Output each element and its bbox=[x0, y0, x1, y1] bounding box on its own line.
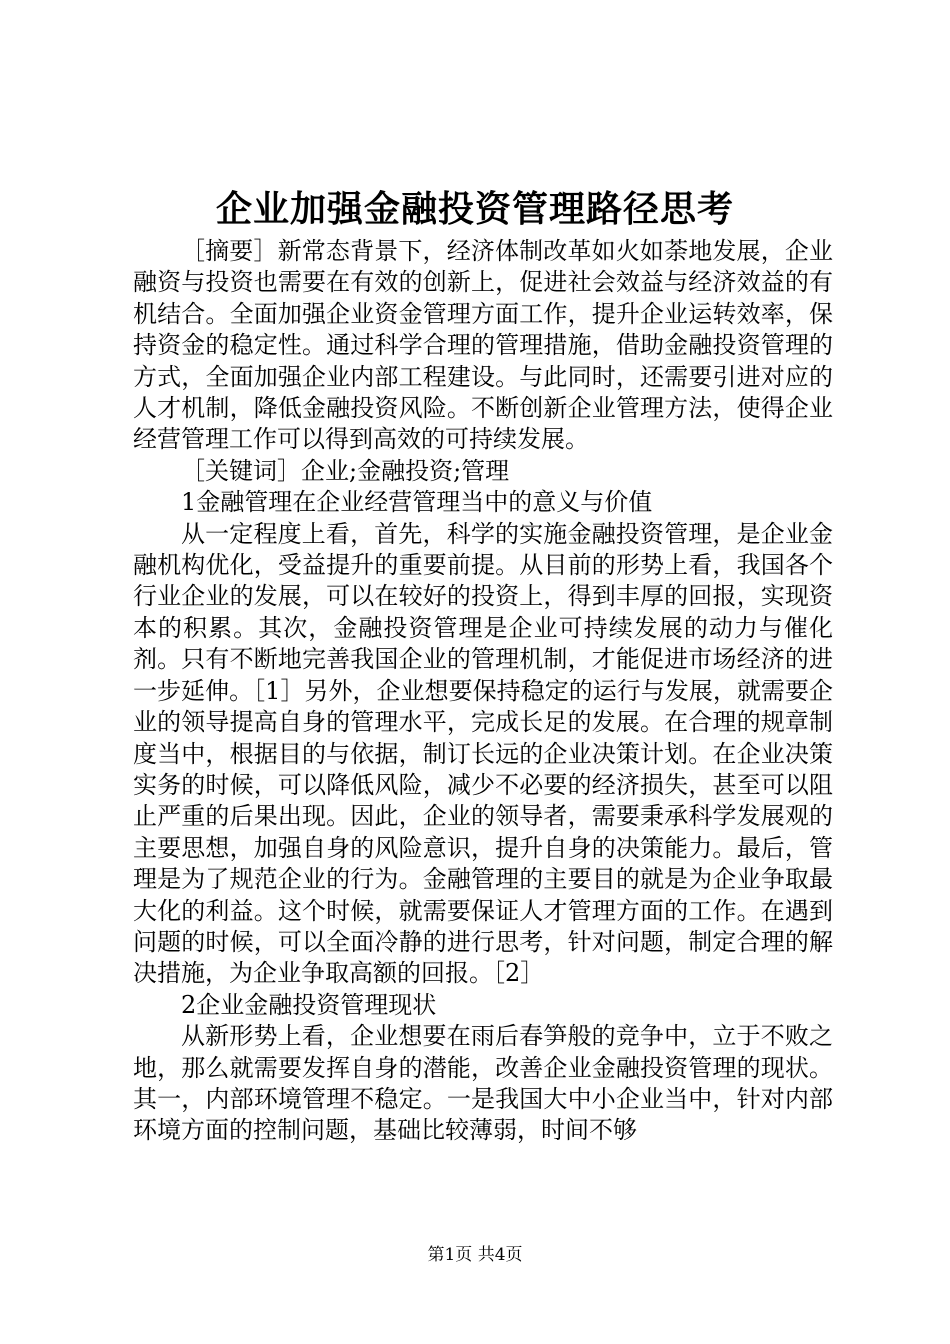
section-heading-2: 2企业金融投资管理现状 bbox=[181, 990, 437, 1019]
keywords-paragraph: ［关键词］企业;金融投资;管理 bbox=[181, 456, 510, 485]
section-heading-1: 1金融管理在企业经营管理当中的意义与价值 bbox=[181, 488, 653, 517]
page-footer: 第1页 共4页 bbox=[427, 1245, 523, 1265]
section-2-paragraph: 从新形势上看，企业想要在雨后春笋般的竞争中，立于不败之地，那么就需要发挥自身的潜能，改善企业金融投资管理的现状。其一，内部环境管理不稳定。一是我国大中小企业当中，针对内部环境方面的控制问题，基础比较薄弱，时间不够 bbox=[133, 1022, 833, 1145]
document-body bbox=[133, 236, 833, 1147]
abstract-paragraph: ［摘要］新常态背景下，经济体制改革如火如荼地发展，企业融资与投资也需要在有效的创新上，促进社会效益与经济效益的有机结合。全面加强企业资金管理方面工作，提升企业运转效率，保持资金的稳定性。通过科学合理的管理措施，借助金融投资管理的方式，全面加强企业内部工程建设。与此同时，还需要引进对应的人才机制，降低金融投资风险。不断创新企业管理方法，使得企业经营管理工作可以得到高效的可持续发展。 bbox=[133, 237, 833, 454]
document-title: 企业加强金融投资管理路径思考 bbox=[215, 188, 734, 230]
section-1-paragraph: 从一定程度上看，首先，科学的实施金融投资管理，是企业金融机构优化，受益提升的重要前提。从目前的形势上看，我国各个行业企业的发展，可以在较好的投资上，得到丰厚的回报，实现资本的积累。其次，金融投资管理是企业可持续发展的动力与催化剂。只有不断地完善我国企业的管理机制，才能促进市场经济的进一步延伸。［1］另外，企业想要保持稳定的运行与发展，就需要企业的领导提高自身的管理水平，完成长足的发展。在合理的规章制度当中，根据目的与依据，制订长远的企业决策计划。在企业决策实务的时候，可以降低风险，减少不必要的经济损失，甚至可以阻止严重的后果出现。因此，企业的领导者，需要秉承科学发展观的主要思想，加强自身的风险意识，提升自身的决策能力。最后，管理是为了规范企业的行为。金融管理的主要目的就是为企业争取最大化的利益。这个时候，就需要保证人才管理方面的工作。在遇到问题的时候，可以全面冷静的进行思考，针对问题，制定合理的解决措施，为企业争取高额的回报。［2］ bbox=[133, 519, 833, 988]
